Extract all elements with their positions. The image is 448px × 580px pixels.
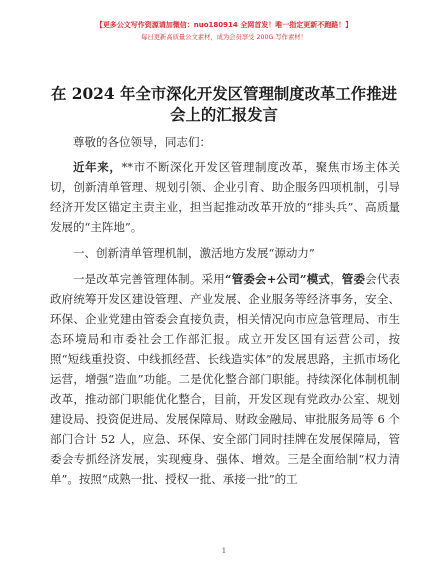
intro-text: **市不断深化开发区管理制度改革，聚焦市场主体关切，创新清单管理、规划引领、企业引育、助企服务四项机制，引导经济开发区锚定主责主业，担当起推动改革开放的“排头兵”、高质量发展的“主阵地”。 — [50, 160, 401, 234]
para1-prefix: 一是改革完善管理体制。采用 — [73, 272, 225, 286]
para1-text: 会代表政府统筹开发区建设管理、产业发展、企业服务等经济事务，安全、环保、企业党建由管委会直接负责，相关情况向市应急管理局、市生态环境局和市委社会工作部汇报。成立开发区国有运营公司，按照“短线重投资、中线抓经营、长线造实体”的发展思路，主抓市场化运营，增强“造血”功能。二是优化整合部门职能。持续深化体制机制改革，推动部门职能优化整合，目前，开发区现有党政办公室、规划建设局、投资促进局、发展保障局、财政金融局、审批服务局等 6 个部门合计 52 人，应急、环保、安全部门同时挂牌在发展保障局，管委会专抓经济发展，实现瘦身、强体、增效。三是全面给制“权力清单”。按照“成熟一批、授权一批、承接一批”的工 — [50, 272, 401, 486]
document-title: 在 2024 年全市深化开发区管理制度改革工作推进会上的汇报发言 — [51, 85, 397, 124]
document-body — [50, 132, 400, 489]
greeting: 尊敬的各位领导，同志们： — [73, 135, 211, 149]
para1-comma: ， — [330, 272, 342, 286]
page-number: 1 — [221, 547, 227, 555]
promo-line-1: 【更多公文写作资源请加微信：nuo180914 全网首发！唯一指定更新不跑路！】 — [95, 21, 353, 29]
section-heading-1: 一、创新清单管理机制，激活地方发展“源动力” — [73, 246, 315, 260]
para1-lead2: 管委 — [341, 272, 366, 286]
promo-line-2: 每日更新高质量公文素材，成为会员享受 200G 写作素材！ — [141, 34, 307, 41]
para1-model: “管委会+公司”模式 — [224, 272, 331, 286]
section1-paragraph — [50, 269, 400, 489]
promo-banner — [0, 20, 448, 43]
intro-paragraph — [50, 157, 400, 237]
intro-lead: 近年来， — [73, 160, 122, 174]
